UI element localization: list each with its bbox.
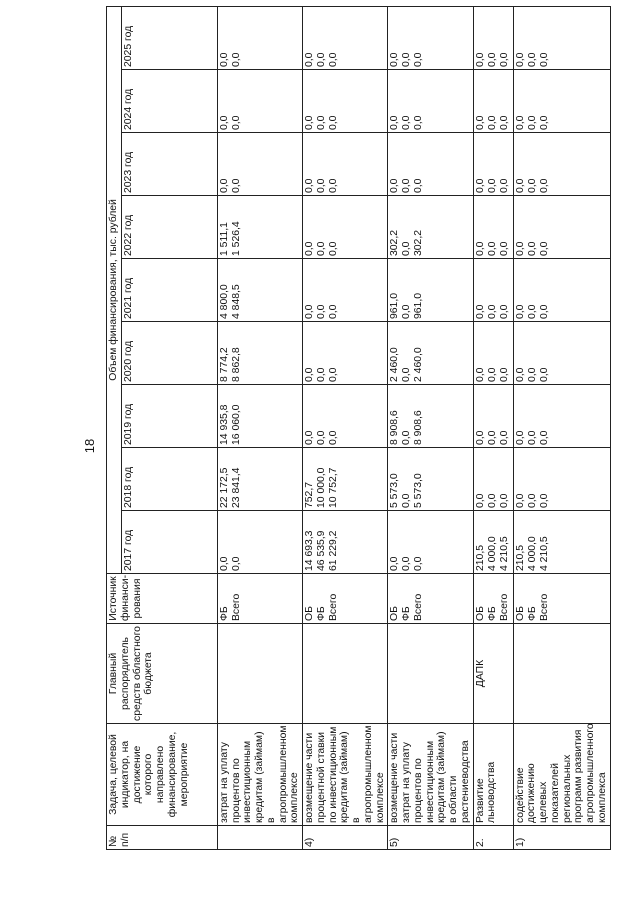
row-values-year [473, 133, 513, 196]
value-cell: 0,0 [474, 367, 486, 382]
value-cell: 0,0 [474, 241, 486, 256]
row-values-year [388, 196, 473, 259]
row-task: затрат на уплату процентов по инвестиционным кредитам (займам) в агропромышленном комплексе [217, 724, 302, 826]
value-cell: 0,0 [413, 115, 425, 130]
value-cell: 0,0 [413, 556, 425, 571]
row-sources [513, 574, 610, 624]
value-cell: 0,0 [474, 115, 486, 130]
source-label: ОБ [304, 606, 315, 621]
row-sources [303, 574, 388, 624]
row-values-year [388, 448, 473, 511]
value-cell: 5 573,0 [389, 473, 401, 508]
value-cell: 4 210,5 [538, 536, 550, 571]
value-cell: 0,0 [474, 430, 486, 445]
value-cell: 0,0 [486, 241, 498, 256]
row-values-year [303, 196, 388, 259]
value-cell: 22 172,5 [218, 467, 230, 508]
col-header-year: 2022 год [121, 196, 217, 259]
row-number: 1) [513, 826, 610, 850]
row-values-year [388, 70, 473, 133]
value-cell: 0,0 [218, 178, 230, 193]
value-cell: 2 460,0 [389, 347, 401, 382]
row-values-year [473, 511, 513, 574]
value-cell: 4 210,5 [498, 536, 510, 571]
value-cell: 0,0 [328, 367, 339, 382]
row-manager: ДАПК [473, 624, 513, 724]
source-label: ФБ [401, 606, 413, 621]
value-cell: 0,0 [526, 115, 538, 130]
source-label: ОБ [514, 606, 526, 621]
value-cell: 0,0 [514, 367, 526, 382]
table-row [388, 6, 473, 849]
value-cell: 0,0 [230, 556, 242, 571]
value-cell: 0,0 [486, 304, 498, 319]
value-cell: 0,0 [413, 52, 425, 67]
value-cell: 0,0 [230, 178, 242, 193]
row-manager [303, 624, 388, 724]
row-task: Развитие льноводства [473, 724, 513, 826]
value-cell: 0,0 [389, 115, 401, 130]
value-cell: 0,0 [328, 178, 339, 193]
value-cell: 0,0 [316, 304, 327, 319]
col-header-year: 2025 год [121, 6, 217, 69]
value-cell: 0,0 [218, 556, 230, 571]
value-cell: 23 841,4 [230, 467, 242, 508]
value-cell: 961,0 [413, 292, 425, 319]
col-header-source: Источник финанси-рования [107, 574, 218, 624]
row-values-year [473, 6, 513, 69]
row-values-year [217, 70, 302, 133]
value-cell: 0,0 [498, 52, 510, 67]
row-task: возмещение части затрат на уплату процентов по инвестиционным кредитам (займам) в области растениеводства [388, 724, 473, 826]
row-manager [388, 624, 473, 724]
row-values-year [473, 259, 513, 322]
row-values-year [473, 322, 513, 385]
value-cell: 0,0 [304, 241, 315, 256]
value-cell: 0,0 [486, 493, 498, 508]
value-cell: 0,0 [526, 304, 538, 319]
value-cell: 0,0 [401, 367, 413, 382]
value-cell: 0,0 [498, 367, 510, 382]
col-header-task: Задача, целевой индикатор, на достижение которого направлено финансирование, мероприятие [107, 724, 218, 826]
value-cell: 8 908,6 [413, 410, 425, 445]
value-cell: 0,0 [474, 493, 486, 508]
source-label: Всего [328, 593, 339, 621]
value-cell: 0,0 [486, 115, 498, 130]
row-values-year [217, 196, 302, 259]
table-row [513, 6, 610, 849]
row-values-year [217, 322, 302, 385]
value-cell: 1 526,4 [230, 221, 242, 256]
value-cell: 0,0 [304, 367, 315, 382]
value-cell: 0,0 [538, 304, 550, 319]
col-header-num: № п/п [107, 826, 218, 850]
row-values-year [217, 448, 302, 511]
source-label: Всего [413, 593, 425, 621]
row-manager [217, 624, 302, 724]
value-cell: 0,0 [526, 430, 538, 445]
table-row [217, 6, 302, 849]
col-header-manager: Главный распорядитель средств областного бюджета [107, 624, 218, 724]
value-cell: 61 229,2 [328, 530, 339, 571]
col-header-year: 2020 год [121, 322, 217, 385]
row-values-year [303, 133, 388, 196]
value-cell: 0,0 [514, 304, 526, 319]
row-sources [473, 574, 513, 624]
row-values-year [473, 70, 513, 133]
row-values-year [303, 448, 388, 511]
value-cell: 8 862,8 [230, 347, 242, 382]
row-values-year [473, 196, 513, 259]
col-header-year: 2018 год [121, 448, 217, 511]
value-cell: 302,2 [389, 229, 401, 256]
value-cell: 0,0 [328, 430, 339, 445]
row-values-year [513, 385, 610, 448]
source-label: ОБ [474, 606, 486, 621]
value-cell: 0,0 [316, 52, 327, 67]
value-cell: 0,0 [538, 115, 550, 130]
value-cell: 0,0 [316, 367, 327, 382]
value-cell: 46 535,9 [316, 530, 327, 571]
value-cell: 0,0 [498, 493, 510, 508]
row-values-year [513, 133, 610, 196]
value-cell: 0,0 [328, 52, 339, 67]
value-cell: 0,0 [389, 178, 401, 193]
value-cell: 0,0 [498, 304, 510, 319]
row-task: возмещение части процентной ставки по инвестиционным кредитам (займам) в агропромышленном комплексе [303, 724, 388, 826]
row-values-year [388, 511, 473, 574]
value-cell: 0,0 [304, 115, 315, 130]
value-cell: 0,0 [316, 178, 327, 193]
value-cell: 0,0 [401, 556, 413, 571]
value-cell: 0,0 [514, 430, 526, 445]
value-cell: 0,0 [316, 115, 327, 130]
source-label: ФБ [526, 606, 538, 621]
row-values-year [303, 70, 388, 133]
row-values-year [513, 6, 610, 69]
col-header-year: 2024 год [121, 70, 217, 133]
row-number: 5) [388, 826, 473, 850]
value-cell: 0,0 [538, 430, 550, 445]
value-cell: 0,0 [526, 241, 538, 256]
value-cell: 0,0 [498, 241, 510, 256]
value-cell: 0,0 [526, 493, 538, 508]
value-cell: 210,5 [514, 544, 526, 571]
value-cell: 0,0 [538, 367, 550, 382]
row-values-year [513, 196, 610, 259]
value-cell: 0,0 [538, 52, 550, 67]
page-number: 18 [82, 438, 97, 454]
row-values-year [513, 511, 610, 574]
value-cell: 752,7 [304, 481, 315, 508]
value-cell: 0,0 [538, 241, 550, 256]
value-cell: 0,0 [304, 178, 315, 193]
value-cell: 0,0 [538, 178, 550, 193]
value-cell: 0,0 [401, 115, 413, 130]
table-row [473, 6, 513, 849]
row-values-year [388, 259, 473, 322]
value-cell: 0,0 [498, 178, 510, 193]
value-cell: 302,2 [413, 229, 425, 256]
value-cell: 4 848,5 [230, 284, 242, 319]
row-values-year [303, 511, 388, 574]
value-cell: 0,0 [401, 178, 413, 193]
col-header-year: 2017 год [121, 511, 217, 574]
value-cell: 0,0 [328, 241, 339, 256]
value-cell: 10 752,7 [328, 467, 339, 508]
row-values-year [217, 511, 302, 574]
value-cell: 4 000,0 [486, 536, 498, 571]
value-cell: 14 693,3 [304, 530, 315, 571]
row-manager [513, 624, 610, 724]
row-values-year [303, 6, 388, 69]
value-cell: 0,0 [474, 52, 486, 67]
row-task: содействие достижению целевых показателей региональных программ развития агропромышленного комплекса [513, 724, 610, 826]
row-sources [217, 574, 302, 624]
value-cell: 961,0 [389, 292, 401, 319]
source-label: ФБ [218, 606, 230, 621]
row-values-year [388, 322, 473, 385]
rotated-table-container [106, 10, 606, 850]
value-cell: 10 000,0 [316, 467, 327, 508]
value-cell: 1 511,1 [218, 222, 230, 256]
row-values-year [513, 448, 610, 511]
value-cell: 0,0 [304, 304, 315, 319]
value-cell: 0,0 [230, 52, 242, 67]
value-cell: 0,0 [514, 241, 526, 256]
value-cell: 4 800,0 [218, 284, 230, 319]
row-values-year [388, 133, 473, 196]
value-cell: 0,0 [389, 556, 401, 571]
row-number: 4) [303, 826, 388, 850]
row-values-year [513, 70, 610, 133]
row-values-year [217, 259, 302, 322]
value-cell: 0,0 [304, 52, 315, 67]
row-values-year [473, 385, 513, 448]
col-header-year: 2021 год [121, 259, 217, 322]
value-cell: 8 908,6 [389, 410, 401, 445]
value-cell: 0,0 [526, 367, 538, 382]
value-cell: 0,0 [401, 241, 413, 256]
source-label: Всего [538, 593, 550, 621]
row-values-year [217, 6, 302, 69]
value-cell: 210,5 [474, 544, 486, 571]
row-values-year [303, 322, 388, 385]
row-values-year [217, 385, 302, 448]
value-cell: 0,0 [514, 178, 526, 193]
value-cell: 0,0 [538, 493, 550, 508]
value-cell: 0,0 [218, 115, 230, 130]
col-header-volume: Объем финансирования, тыс. рублей [107, 6, 122, 573]
value-cell: 2 460,0 [413, 347, 425, 382]
value-cell: 0,0 [486, 430, 498, 445]
value-cell: 0,0 [401, 304, 413, 319]
value-cell: 0,0 [389, 52, 401, 67]
value-cell: 0,0 [401, 430, 413, 445]
row-sources [388, 574, 473, 624]
value-cell: 0,0 [514, 52, 526, 67]
value-cell: 0,0 [316, 430, 327, 445]
value-cell: 0,0 [316, 241, 327, 256]
value-cell: 0,0 [230, 115, 242, 130]
value-cell: 0,0 [304, 430, 315, 445]
row-number [217, 826, 302, 850]
value-cell: 0,0 [498, 430, 510, 445]
value-cell: 0,0 [218, 52, 230, 67]
row-values-year [303, 259, 388, 322]
value-cell: 0,0 [328, 304, 339, 319]
value-cell: 0,0 [413, 178, 425, 193]
value-cell: 0,0 [474, 304, 486, 319]
row-values-year [217, 133, 302, 196]
value-cell: 0,0 [498, 115, 510, 130]
row-values-year [513, 259, 610, 322]
row-values-year [303, 385, 388, 448]
value-cell: 0,0 [328, 115, 339, 130]
value-cell: 0,0 [514, 493, 526, 508]
value-cell: 0,0 [514, 115, 526, 130]
source-label: ОБ [389, 606, 401, 621]
value-cell: 0,0 [526, 178, 538, 193]
source-label: Всего [498, 593, 510, 621]
value-cell: 5 573,0 [413, 473, 425, 508]
value-cell: 14 935,8 [218, 404, 230, 445]
row-values-year [388, 6, 473, 69]
table-body [217, 6, 610, 849]
financing-table [106, 6, 611, 850]
value-cell: 8 774,2 [218, 347, 230, 382]
value-cell: 0,0 [474, 178, 486, 193]
row-number: 2. [473, 826, 513, 850]
value-cell: 16 060,0 [230, 404, 242, 445]
source-label: ФБ [316, 606, 327, 621]
source-label: Всего [230, 593, 242, 621]
col-header-year: 2023 год [121, 133, 217, 196]
col-header-year: 2019 год [121, 385, 217, 448]
source-label: ФБ [486, 606, 498, 621]
value-cell: 0,0 [401, 493, 413, 508]
row-values-year [473, 448, 513, 511]
value-cell: 0,0 [486, 178, 498, 193]
value-cell: 0,0 [486, 367, 498, 382]
row-values-year [513, 322, 610, 385]
value-cell: 0,0 [486, 52, 498, 67]
value-cell: 0,0 [401, 52, 413, 67]
value-cell: 4 000,0 [526, 536, 538, 571]
row-values-year [388, 385, 473, 448]
table-row [303, 6, 388, 849]
value-cell: 0,0 [526, 52, 538, 67]
